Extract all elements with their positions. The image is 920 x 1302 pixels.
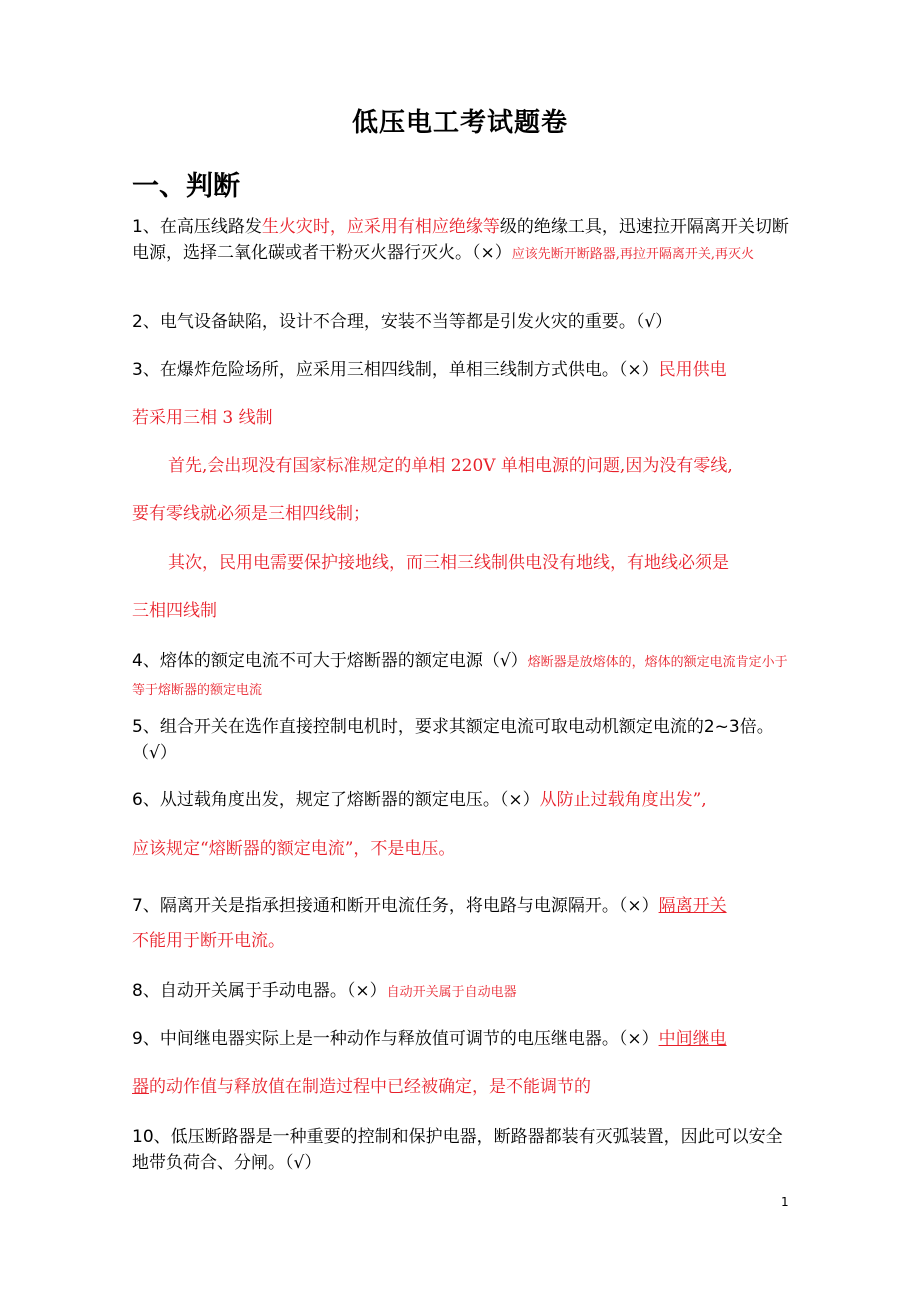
answer-note: 从防止过载角度出发”, — [539, 790, 707, 810]
answer-note: 熔断器是放熔体的，熔体的额定电流肯定小于等于熔断器的额定电流 — [132, 655, 788, 698]
question-9 — [132, 1026, 792, 1052]
highlighted-text: 生火灾时，应采用有相应绝缘等 — [261, 217, 500, 237]
question-number: 3 — [132, 360, 143, 380]
answer-note: 自动开关属于自动电器 — [386, 985, 517, 1000]
page-number: 1 — [781, 1195, 789, 1209]
question-3 — [132, 357, 792, 383]
ratio-value: 2~3 — [703, 717, 740, 737]
question-number: 6 — [132, 790, 143, 810]
question-text: 、电气设备缺陷，设计不合理，安装不当等都是引发火灾的重要。（√） — [142, 312, 673, 332]
answer-note-line: 三相四线制 — [132, 601, 217, 621]
question-text: 、在爆炸危险场所，应采用三相四线制，单相三线制方式供电。（×） — [142, 360, 659, 380]
question-number: 5 — [132, 717, 143, 737]
answer-note-line: 其次，民用电需要保护接地线，而三相三线制供电没有地线，有地线必须是 — [168, 553, 729, 573]
question-1 — [132, 214, 792, 268]
question-7 — [132, 893, 792, 919]
answer-note: 应该先断开断路器,再拉开隔离开关,再灭火 — [511, 247, 755, 262]
question-text: 、熔体的额定电流不可大于熔断器的额定电源（√） — [142, 651, 528, 671]
question-number: 1 — [132, 217, 143, 237]
answer-note-line: 应该规定“熔断器的额定电流”，不是电压。 — [132, 839, 456, 859]
answer-note-line: 不能用于断开电流。 — [132, 931, 285, 951]
question-text: 、自动开关属于手动电器。（×） — [142, 981, 387, 1001]
question-6 — [132, 787, 792, 813]
question-number: 10 — [132, 1127, 154, 1147]
question-text: 、低压断路器是一种重要的控制和保护电器，断路器都装有灭弧装置，因此可以安全地带负荷合、分闸。（√） — [132, 1127, 783, 1173]
note-text: 的动作值与释放值在制造过程中已经被确定，是不能调节的 — [149, 1077, 591, 1097]
question-number: 9 — [132, 1029, 143, 1049]
question-text: 、在高压线路发 — [142, 217, 262, 237]
answer-note-line — [132, 1074, 792, 1100]
question-10 — [132, 1124, 792, 1176]
answer-note: 民用供电 — [658, 360, 727, 380]
question-number: 8 — [132, 981, 143, 1001]
answer-note-line: 若采用三相 3 线制 — [132, 408, 273, 428]
question-text: 、组合开关在选作直接控制电机时，要求其额定电流可取电动机额定电流的 — [142, 717, 704, 737]
answer-note: 隔离开关 — [658, 896, 727, 916]
question-4 — [132, 648, 792, 704]
section-heading: 一、判断 — [132, 171, 240, 202]
question-text: 、从过载角度出发，规定了熔断器的额定电压。（×） — [142, 790, 540, 810]
answer-note: 中间继电 — [658, 1029, 727, 1049]
question-text: 倍。（√） — [132, 717, 774, 763]
answer-note-line: 要有零线就必须是三相四线制； — [132, 504, 370, 524]
question-5 — [132, 714, 792, 766]
question-number: 2 — [132, 312, 143, 332]
question-number: 4 — [132, 651, 143, 671]
question-text: 级的绝缘工具，迅速拉开隔离开关切断电源，选择二氧化碳或者干粉灭火器行灭火。（×） — [132, 217, 789, 263]
question-8 — [132, 978, 792, 1006]
question-text: 、中间继电器实际上是一种动作与释放值可调节的电压继电器。（×） — [142, 1029, 659, 1049]
question-text: 、隔离开关是指承担接通和断开电流任务，将电路与电源隔开。（×） — [142, 896, 659, 916]
question-number: 7 — [132, 896, 143, 916]
underlined-text: 器 — [132, 1077, 149, 1097]
answer-note-line: 首先,会出现没有国家标准规定的单相 220V 单相电源的问题,因为没有零线, — [168, 456, 733, 476]
document-title: 低压电工考试题卷 — [351, 108, 568, 138]
question-2 — [132, 309, 792, 335]
